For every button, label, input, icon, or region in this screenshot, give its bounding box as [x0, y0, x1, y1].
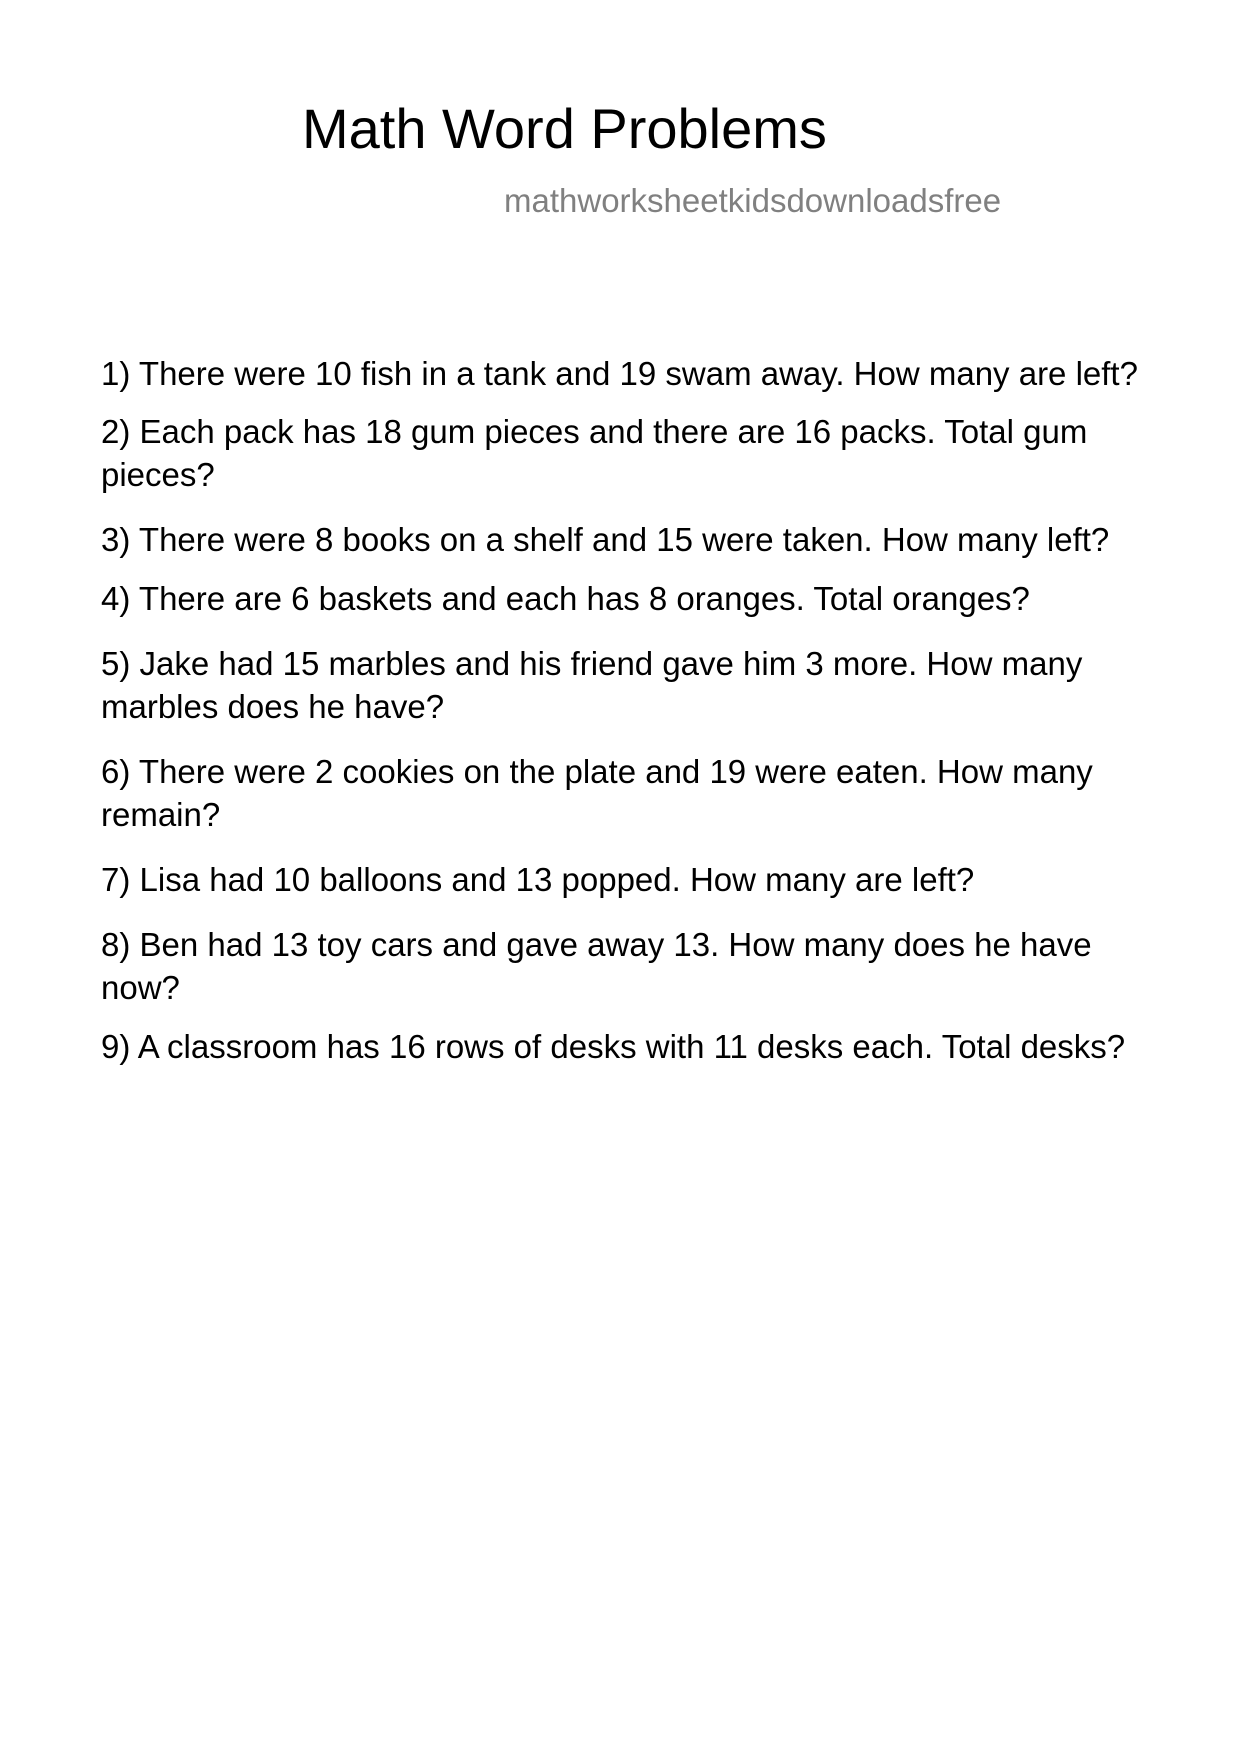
- problem-item: 4) There are 6 baskets and each has 8 oranges. Total oranges?: [101, 580, 1030, 617]
- source-subtitle: mathworksheetkidsdownloadsfree: [504, 182, 1002, 219]
- problem-item: 1) There were 10 fish in a tank and 19 swam away. How many are left?: [101, 355, 1138, 392]
- problem-item: 2) Each pack has 18 gum pieces and there are 16 packs. Total gum pieces?: [101, 413, 1088, 493]
- problem-item: 6) There were 2 cookies on the plate and 19 were eaten. How many remain?: [101, 753, 1093, 833]
- problem-item: 5) Jake had 15 marbles and his friend gave him 3 more. How many marbles does he have?: [101, 645, 1083, 725]
- problem-item: 8) Ben had 13 toy cars and gave away 13. How many does he have now?: [101, 926, 1092, 1006]
- problem-item: 9) A classroom has 16 rows of desks with 11 desks each. Total desks?: [101, 1028, 1126, 1065]
- problem-item: 3) There were 8 books on a shelf and 15 were taken. How many left?: [101, 521, 1110, 558]
- page-title: Math Word Problems: [302, 97, 827, 160]
- problem-item: 7) Lisa had 10 balloons and 13 popped. How many are left?: [101, 861, 975, 898]
- problem-list: [101, 352, 1141, 1068]
